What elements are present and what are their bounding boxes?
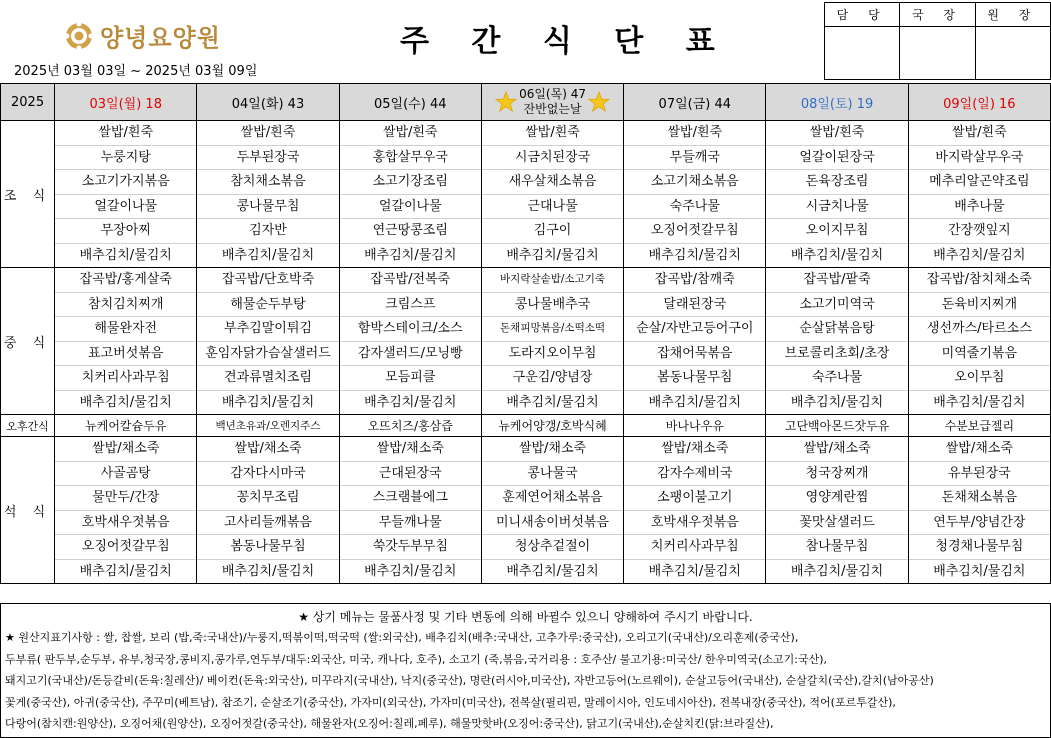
menu-item: 해물순두부탕 [197,293,338,318]
menu-item: 쌀밥/흰죽 [482,121,623,146]
approval-label-staff: 담 당 [825,3,900,27]
lunch-row [1,268,1051,415]
dinner-day-cell [908,437,1050,584]
menu-item: 브로콜리초회/초장 [766,342,907,367]
menu-item: 봄동나물무침 [197,535,338,560]
menu-item: 배추김치/물김치 [79,394,172,410]
meal-label-snack: 오후간식 [1,415,55,437]
menu-item: 참나물무침 [766,535,907,560]
meal-label-dinner: 석 식 [1,437,55,584]
menu-item: 배추김치/물김치 [364,247,457,263]
approval-label-director: 국 장 [900,3,975,27]
day-header [55,84,197,121]
menu-item: 해물완자전 [55,317,196,342]
menu-item: 배추김치/물김치 [364,563,457,579]
approval-sign-director [900,27,975,80]
star-icon [495,91,517,113]
menu-item: 오이무침 [909,366,1050,391]
menu-item: 크림스프 [340,293,481,318]
approval-label-head: 원 장 [975,3,1050,27]
menu-item: 소팽이불고기 [624,486,765,511]
breakfast-day-cell [339,121,481,268]
breakfast-day-cell [766,121,908,268]
menu-item: 쌀밥/흰죽 [766,121,907,146]
menu-item: 감자다시마국 [197,462,338,487]
menu-item: 쌀밥/채소죽 [766,437,907,462]
menu-item: 배추김치/물김치 [790,247,884,263]
lunch-day-cell [55,268,197,415]
menu-item: 배추김치/물김치 [221,563,315,579]
menu-item: 쌀밥/흰죽 [909,121,1050,146]
snack-item: 고단백아몬드잣두유 [766,415,908,437]
day-header [624,84,766,121]
day-header-special [481,84,623,121]
menu-item: 함박스테이크/소스 [340,317,481,342]
menu-item: 잡곡밥/단호박죽 [197,268,338,293]
menu-item: 콩나물국 [482,462,623,487]
breakfast-day-cell [197,121,339,268]
menu-item: 시금치된장국 [482,146,623,171]
menu-item: 생선까스/타르소스 [909,317,1050,342]
star-icon [588,91,610,113]
menu-item: 사골곰탕 [55,462,196,487]
meal-label-lunch: 중 식 [1,268,55,415]
menu-item: 근대나물 [482,195,623,220]
menu-item: 콩나물배추국 [482,293,623,318]
menu-table [0,83,1051,584]
menu-item: 영양계란찜 [766,486,907,511]
dinner-day-cell [624,437,766,584]
menu-item: 오징어젓갈무침 [55,535,196,560]
menu-item: 배추나물 [909,195,1050,220]
day-header [908,84,1050,121]
menu-item: 호박새우젓볶음 [55,511,196,536]
menu-item: 배추김치/물김치 [79,563,172,579]
dinner-day-cell [197,437,339,584]
menu-item: 미역줄기볶음 [909,342,1050,367]
menu-item: 쌀밥/채소죽 [624,437,765,462]
menu-item: 꽃맛살샐러드 [766,511,907,536]
menu-item: 연두부/양념간장 [909,511,1050,536]
menu-item: 김자반 [197,219,338,244]
menu-item: 배추김치/물김치 [79,247,172,263]
menu-item: 쌀밥/흰죽 [624,121,765,146]
menu-item: 청상추겉절이 [482,535,623,560]
day-label: 08일(토) 19 [800,96,874,112]
menu-item: 누룽지탕 [55,146,196,171]
menu-item: 시금치나물 [766,195,907,220]
menu-item: 배추김치/물김치 [648,394,741,410]
day-label: 06일(목) 47 [519,87,586,101]
menu-item: 모듬피클 [340,366,481,391]
menu-item: 청경채나물무침 [909,535,1050,560]
snack-row [1,415,1051,437]
menu-item: 소고기가지볶음 [55,170,196,195]
menu-item: 메추리알곤약조림 [909,170,1050,195]
lunch-day-cell [766,268,908,415]
menu-item: 콩나물무침 [197,195,338,220]
menu-item: 배추김치/물김치 [221,247,315,263]
day-label: 03일(월) 18 [89,96,162,112]
menu-item: 치커리사과무침 [55,366,196,391]
menu-item: 숙주나물 [624,195,765,220]
notice-text: ★ 상기 메뉴는 물품사정 및 기타 변동에 의해 바뀔수 있으니 양해하여 주시기 바랍니다. [298,610,753,624]
menu-item: 무들깨나물 [340,511,481,536]
menu-item: 유부된장국 [909,462,1050,487]
menu-item: 쌀밥/채소죽 [55,437,196,462]
menu-item: 배추김치/물김치 [790,394,884,410]
menu-item: 배추김치/물김치 [790,563,884,579]
day-label: 04일(화) 43 [231,96,305,112]
lunch-day-cell [339,268,481,415]
origin-line: 다랑어(참치캔:원양산), 오징어채(원양산), 오징어젓갈(중국산), 해물완자(오징어:칠레,페루), 해물맛핫바(오징어:중국산), 닭고기(국내산),순살치킨(닭:브라질산), [5,717,774,730]
menu-item: 소고기장조림 [340,170,481,195]
menu-item: 순살/자반고등어구이 [624,317,765,342]
menu-item: 쌀밥/채소죽 [909,437,1050,462]
menu-item: 배추김치/물김치 [933,247,1026,263]
dinner-day-cell [481,437,623,584]
menu-item: 돈채채소볶음 [909,486,1050,511]
menu-item: 홍합살무우국 [340,146,481,171]
dinner-row [1,437,1051,584]
menu-item: 잡곡밥/참깨죽 [624,268,765,293]
menu-item: 부추김말이튀김 [197,317,338,342]
menu-item: 치커리사과무침 [624,535,765,560]
breakfast-day-cell [481,121,623,268]
menu-item: 연근땅콩조림 [340,219,481,244]
menu-item: 훈임자닭가슴살샐러드 [197,342,338,367]
approval-sign-staff [825,27,900,80]
snack-item: 뉴케어칼슘두유 [55,415,197,437]
day-label: 09일(일) 16 [943,96,1016,112]
menu-item: 잡곡밥/전복죽 [340,268,481,293]
snack-item: 오뜨치즈/홍삼즙 [339,415,481,437]
day-header [197,84,339,121]
lunch-day-cell [908,268,1050,415]
menu-item: 배추김치/물김치 [933,563,1026,579]
menu-item: 청국장찌개 [766,462,907,487]
dinner-day-cell [766,437,908,584]
page-title: 주 간 식 단 표 [400,24,731,59]
menu-item: 도라지오이무침 [482,342,623,367]
dinner-day-cell [55,437,197,584]
menu-item: 근대된장국 [340,462,481,487]
year-cell: 2025 [1,84,55,121]
menu-item: 배추김치/물김치 [648,247,741,263]
approval-box [824,2,1051,80]
menu-item: 물만두/간장 [55,486,196,511]
menu-item: 돈채피망볶음/소떡소떡 [482,317,623,342]
notes-section [0,603,1051,738]
breakfast-day-cell [908,121,1050,268]
menu-item: 감자샐러드/모닝빵 [340,342,481,367]
origin-line: 돼지고기(국내산)/돈등갈비(돈육:칠레산)/ 베이컨(돈육:외국산), 미꾸라지(국내산), 낙지(중국산), 명란(러시아,미국산), 자반고등어(노르웨이), 순살고등어(국내산), 순살갈치(국산),갈치(남아공산) [5,674,934,687]
menu-item: 호박새우젓볶음 [624,511,765,536]
snack-item: 백년초유과/오렌지주스 [197,415,339,437]
approval-sign-head [975,27,1050,80]
menu-item: 잡곡밥/참치채소죽 [909,268,1050,293]
menu-item: 잡채어묵볶음 [624,342,765,367]
breakfast-day-cell [55,121,197,268]
menu-item: 두부된장국 [197,146,338,171]
menu-item: 배추김치/물김치 [648,563,741,579]
menu-item: 견과류멸치조림 [197,366,338,391]
lunch-day-cell [481,268,623,415]
day-label: 07일(금) 44 [658,96,732,112]
menu-item: 쌀밥/흰죽 [197,121,338,146]
menu-item: 쌀밥/채소죽 [482,437,623,462]
menu-period: 2025년 03월 03일 ~ 2025년 03월 09일 [14,64,258,79]
menu-item: 참치김치찌개 [55,293,196,318]
day-header-row [1,84,1051,121]
menu-item: 배추김치/물김치 [933,394,1026,410]
menu-item: 봄동나물무침 [624,366,765,391]
menu-item: 얼갈이나물 [55,195,196,220]
dinner-day-cell [339,437,481,584]
menu-item: 미니새송이버섯볶음 [482,511,623,536]
logo-emblem-icon [64,21,94,51]
menu-item: 꽁치무조림 [197,486,338,511]
menu-item: 순살닭볶음탕 [766,317,907,342]
menu-item: 감자수제비국 [624,462,765,487]
menu-item: 쌀밥/흰죽 [55,121,196,146]
menu-item: 배추김치/물김치 [506,563,599,579]
menu-item: 쑥갓두부무침 [340,535,481,560]
lunch-day-cell [197,268,339,415]
snack-item: 바나나우유 [624,415,766,437]
menu-item: 배추김치/물김치 [506,247,599,263]
meal-label-breakfast: 조 식 [1,121,55,268]
menu-item: 스크램블에그 [340,486,481,511]
menu-item: 표고버섯볶음 [55,342,196,367]
logo [64,18,221,53]
day-label: 05일(수) 44 [374,96,447,112]
menu-item: 새우살채소볶음 [482,170,623,195]
menu-item: 배추김치/물김치 [221,394,315,410]
origin-line: 두부류( 판두부,순두부, 유부,청국장,콩비지,콩가루,연두부/대두:외국산, 미국, 캐나다, 호주), 소고기 (죽,볶음,국거리용 : 호주산/ 불고기용:미국산/ 한우미역국(소고기:국산), [5,652,828,666]
menu-item: 얼갈이나물 [340,195,481,220]
day-header [339,84,481,121]
breakfast-day-cell [624,121,766,268]
menu-item: 쌀밥/흰죽 [340,121,481,146]
menu-item: 바지락살솥밥/소고기죽 [482,268,623,293]
menu-item: 잡곡밥/홍게살죽 [55,268,196,293]
menu-item: 바지락살무우국 [909,146,1050,171]
menu-item: 달래된장국 [624,293,765,318]
origin-line: 꽃게(중국산), 아귀(중국산), 주꾸미(베트남), 참조기, 순살조기(중국산), 가자미(외국산), 가자미(미국산), 전복살(필리핀, 말레이시아, 인도네시아산), 전복내장(중국산), 적어(포르투갈산), [5,695,896,709]
menu-item: 소고기채소볶음 [624,170,765,195]
menu-item: 고사리들깨볶음 [197,511,338,536]
menu-item: 간장깻잎지 [909,219,1050,244]
no-leftover-day-label: 잔반없는날 [523,102,582,116]
menu-item: 돈육장조림 [766,170,907,195]
menu-item: 돈육비지찌개 [909,293,1050,318]
menu-item: 구운김/양념장 [482,366,623,391]
menu-item: 오징어젓갈무침 [624,219,765,244]
snack-item: 뉴케어양갱/호박식혜 [481,415,623,437]
logo-text: 양녕요양원 [100,24,221,52]
menu-item: 오이지무침 [766,219,907,244]
menu-item: 무장아찌 [55,219,196,244]
day-header [766,84,908,121]
menu-item: 얼갈이된장국 [766,146,907,171]
menu-item: 쌀밥/채소죽 [197,437,338,462]
menu-item: 소고기미역국 [766,293,907,318]
menu-item: 참치채소볶음 [197,170,338,195]
menu-item: 숙주나물 [766,366,907,391]
lunch-day-cell [624,268,766,415]
menu-item: 배추김치/물김치 [364,394,457,410]
origin-line: ★ 원산지표기사항 : 쌀, 찹쌀, 보리 (밥,죽:국내산)/누룽지,떡볶이떡,떡국떡 (쌀:외국산), 배추김치(배추:국내산, 고추가루:중국산), 오리고기(국내산)/오리훈제(중국산), [5,631,799,644]
snack-item: 수분보급젤리 [908,415,1050,437]
breakfast-row [1,121,1051,268]
menu-item: 배추김치/물김치 [506,394,599,410]
menu-item: 무들깨국 [624,146,765,171]
menu-item: 잡곡밥/팥죽 [766,268,907,293]
menu-item: 김구이 [482,219,623,244]
menu-item: 훈제연어채소볶음 [482,486,623,511]
menu-item: 쌀밥/채소죽 [340,437,481,462]
